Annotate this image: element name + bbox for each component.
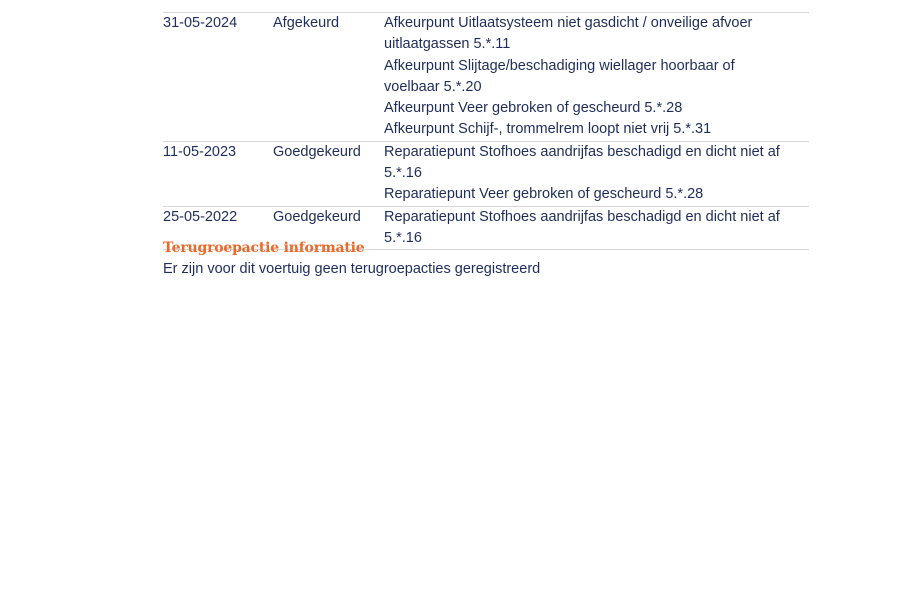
inspection-status: Goedgekeurd [273,208,361,225]
inspection-points [384,142,809,206]
table-row [163,0,809,13]
recall-section [163,238,809,280]
inspection-point: Reparatiepunt Stofhoes aandrijfas beschadigd en dicht niet af 5.*.16 [384,143,780,182]
inspection-points [384,0,809,12]
inspection-point: Reparatiepunt Veer gebroken of gescheurd 5.*.28 [384,186,704,203]
inspection-date: 11-05-2023 [163,143,237,160]
inspection-status: Afgekeurd [273,15,340,31]
inspection-table [163,0,809,250]
inspection-status [273,0,384,12]
inspection-date: 25-05-2022 [163,208,238,225]
recall-text: Er zijn voor dit voertuig geen terugroepacties geregistreerd [163,261,541,277]
inspection-status: Goedgekeurd [273,143,361,160]
inspection-point: Afkeurpunt Slijtage/beschadiging wiellager hoorbaar of voelbaar 5.*.20 [384,57,735,95]
table-row [163,142,809,207]
inspection-date [163,0,273,12]
inspection-date: 31-05-2024 [163,15,238,31]
inspection-points [384,13,809,141]
inspection-point: Reparatiepunt Stofhoes aandrijfas beschadigd en dicht niet af 5.*.16 [384,208,780,246]
inspection-point: Afkeurpunt Schijf-, trommelrem loopt niet vrij 5.*.31 [384,121,712,138]
table-row [163,13,809,142]
inspection-point: Afkeurpunt Uitlaatsysteem niet gasdicht / onveilige afvoer uitlaatgassen 5.*.11 [384,15,753,53]
inspection-point: Afkeurpunt Veer gebroken of gescheurd 5.*.28 [384,100,683,117]
recall-heading: Terugroepactie informatie [163,240,365,256]
